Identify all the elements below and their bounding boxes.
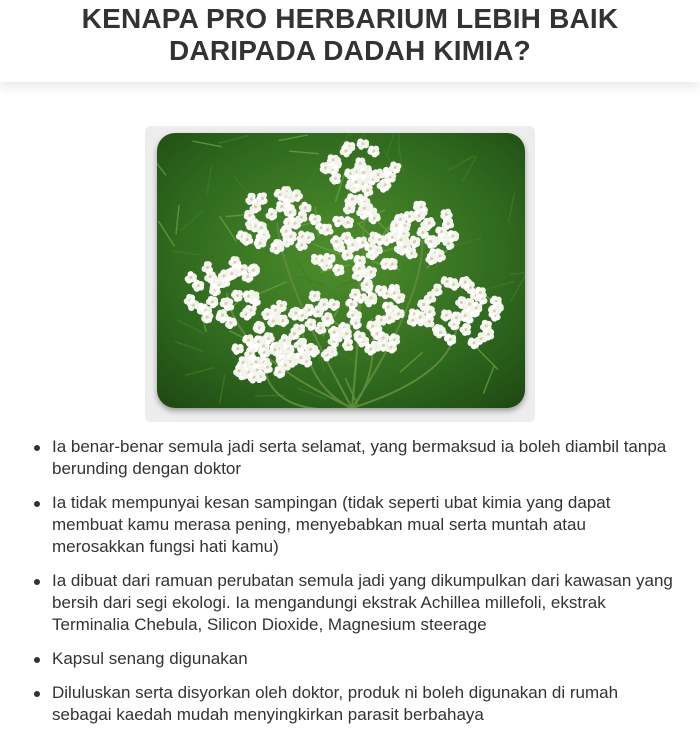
benefits-list: [34, 436, 674, 738]
list-item: Ia benar-benar semula jadi serta selamat, yang bermaksud ia boleh diambil tanpa berunding dengan doktor: [34, 436, 674, 480]
list-item: Diluluskan serta disyorkan oleh doktor, produk ni boleh digunakan di rumah sebagai kaedah mudah menyingkirkan parasit berbahaya: [34, 682, 674, 726]
page-header: [0, 0, 700, 82]
page-title: [0, 0, 700, 67]
title-line-2: DARIPADA DADAH KIMIA?: [169, 35, 531, 66]
title-line-1: KENAPA PRO HERBARIUM LEBIH BAIK: [81, 3, 619, 34]
flower-illustration: [157, 133, 525, 408]
bullet-icon: [34, 691, 40, 697]
list-item: Ia dibuat dari ramuan perubatan semula jadi yang dikumpulkan dari kawasan yang bersih dari segi ekologi. Ia mengandungi ekstrak Achillea millefoli, ekstrak Terminalia Chebula, Silicon Dioxide, Magnesium steerage: [34, 570, 674, 636]
bullet-icon: [34, 501, 40, 507]
bullet-icon: [34, 579, 40, 585]
yarrow-flower-image: [157, 133, 525, 408]
list-item: Kapsul senang digunakan: [34, 648, 674, 670]
bullet-icon: [34, 657, 40, 663]
list-item: Ia tidak mempunyai kesan sampingan (tidak seperti ubat kimia yang dapat membuat kamu merasa pening, menyebabkan mual serta muntah atau merosakkan fungsi hati kamu): [34, 492, 674, 558]
image-frame: [145, 126, 535, 422]
bullet-icon: [34, 445, 40, 451]
